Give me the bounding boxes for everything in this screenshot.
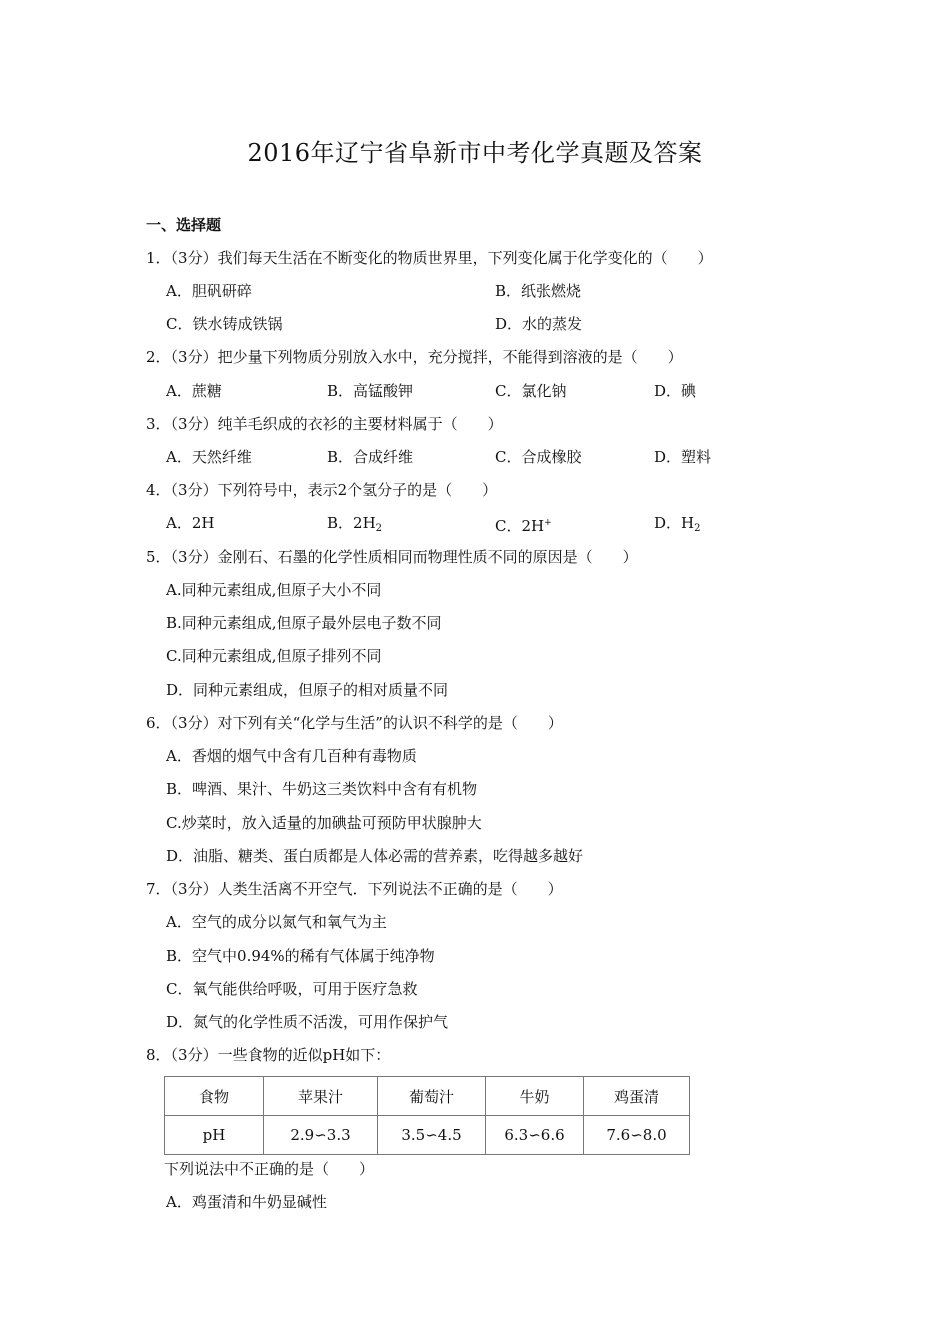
table-header-row — [165, 1077, 690, 1116]
option-4b — [327, 513, 382, 539]
question-score: （3分） — [170, 249, 218, 267]
question-text: 一些食物的近似pH如下： — [217, 1046, 391, 1064]
option-3b: B．合成纤维 — [327, 448, 414, 466]
table-header-cell: 牛奶 — [486, 1077, 584, 1116]
option-3c: C．合成橡胶 — [495, 448, 582, 466]
option-5b: B.同种元素组成,但原子最外层电子数不同 — [166, 614, 442, 632]
question-2 — [146, 347, 683, 367]
question-text: 我们每天生活在不断变化的物质世界里，下列变化属于化学变化的（ ） — [217, 249, 713, 267]
subscript: 2 — [375, 523, 383, 534]
question-score: （3分） — [170, 481, 218, 499]
option-2d: D．碘 — [654, 382, 697, 400]
option-7b: B．空气中0.94%的稀有气体属于纯净物 — [166, 947, 435, 965]
question-6 — [146, 713, 563, 733]
question-number: 6． — [146, 714, 171, 732]
question-number: 1． — [146, 249, 171, 267]
section-heading: 一、选择题 — [146, 216, 222, 234]
option-5c: C.同种元素组成,但原子排列不同 — [166, 647, 382, 665]
table-row — [165, 1116, 690, 1155]
question-text: 把少量下列物质分别放入水中，充分搅拌，不能得到溶液的是（ ） — [217, 348, 683, 366]
option-5d: D．同种元素组成，但原子的相对质量不同 — [166, 681, 449, 699]
option-2b: B．高锰酸钾 — [327, 382, 414, 400]
question-8 — [146, 1045, 390, 1065]
table-cell: 6.3∽6.6 — [486, 1116, 584, 1155]
ph-table — [164, 1076, 690, 1155]
option-label: B．2H — [327, 514, 376, 532]
option-label: A．2H — [166, 514, 215, 532]
option-6b: B．啤酒、果汁、牛奶这三类饮料中含有有机物 — [166, 780, 478, 798]
option-1b: B．纸张燃烧 — [495, 282, 582, 300]
question-number: 4． — [146, 481, 171, 499]
question-score: （3分） — [170, 548, 218, 566]
option-5a: A.同种元素组成,但原子大小不同 — [166, 581, 382, 599]
question-text: 对下列有关“化学与生活”的认识不科学的是（ ） — [217, 714, 563, 732]
question-score: （3分） — [170, 415, 218, 433]
option-label: D．H — [654, 514, 695, 532]
option-7c: C．氧气能供给呼吸，可用于医疗急救 — [166, 980, 418, 998]
option-3a: A．天然纤维 — [166, 448, 252, 466]
question-score: （3分） — [170, 880, 218, 898]
subscript: 2 — [694, 523, 701, 534]
question-4 — [146, 480, 497, 500]
question-number: 7． — [146, 880, 171, 898]
option-4a — [166, 513, 214, 533]
option-4c — [495, 513, 552, 536]
table-header-cell: 葡萄汁 — [378, 1077, 486, 1116]
option-1c: C．铁水铸成铁锅 — [166, 315, 283, 333]
question-number: 8． — [146, 1046, 171, 1064]
question-number: 2． — [146, 348, 171, 366]
superscript: + — [544, 518, 552, 528]
option-1d: D．水的蒸发 — [495, 315, 583, 333]
option-6c: C.炒菜时，放入适量的加碘盐可预防甲状腺肿大 — [166, 814, 482, 832]
table-header-cell: 食物 — [165, 1077, 264, 1116]
question-text: 金刚石、石墨的化学性质相同而物理性质不同的原因是（ ） — [217, 548, 638, 566]
option-1a: A．胆矾研碎 — [166, 282, 252, 300]
option-6a: A．香烟的烟气中含有几百种有毒物质 — [166, 747, 417, 765]
table-cell: 7.6∽8.0 — [584, 1116, 690, 1155]
option-2c: C．氯化钠 — [495, 382, 567, 400]
question-1 — [146, 248, 713, 268]
table-header-cell: 苹果汁 — [264, 1077, 378, 1116]
option-6d: D．油脂、糖类、蛋白质都是人体必需的营养素，吃得越多越好 — [166, 847, 584, 865]
table-cell: 3.5∽4.5 — [378, 1116, 486, 1155]
table-cell: 2.9∽3.3 — [264, 1116, 378, 1155]
option-8a: A．鸡蛋清和牛奶显碱性 — [166, 1193, 327, 1211]
option-label: C．2H — [495, 517, 545, 535]
question-score: （3分） — [170, 1046, 218, 1064]
question-score: （3分） — [170, 714, 218, 732]
question-number: 3． — [146, 415, 171, 433]
question-score: （3分） — [170, 348, 218, 366]
option-2a: A．蔗糖 — [166, 382, 222, 400]
question-text: 人类生活离不开空气．下列说法不正确的是（ ） — [217, 880, 563, 898]
question-5 — [146, 547, 638, 567]
page-title: 2016年辽宁省阜新市中考化学真题及答案 — [247, 139, 703, 167]
question-8-followup: 下列说法中不正确的是（ ） — [164, 1160, 375, 1178]
question-number: 5． — [146, 548, 171, 566]
table-header-cell: 鸡蛋清 — [584, 1077, 690, 1116]
question-7 — [146, 879, 563, 899]
table-cell: pH — [165, 1116, 264, 1155]
question-3 — [146, 414, 503, 434]
option-4d — [654, 513, 700, 539]
option-3d: D．塑料 — [654, 448, 712, 466]
option-7d: D．氮气的化学性质不活泼，可用作保护气 — [166, 1013, 449, 1031]
question-text: 下列符号中，表示2个氢分子的是（ ） — [217, 481, 498, 499]
question-text: 纯羊毛织成的衣衫的主要材料属于（ ） — [217, 415, 503, 433]
option-7a: A．空气的成分以氮气和氧气为主 — [166, 913, 387, 931]
